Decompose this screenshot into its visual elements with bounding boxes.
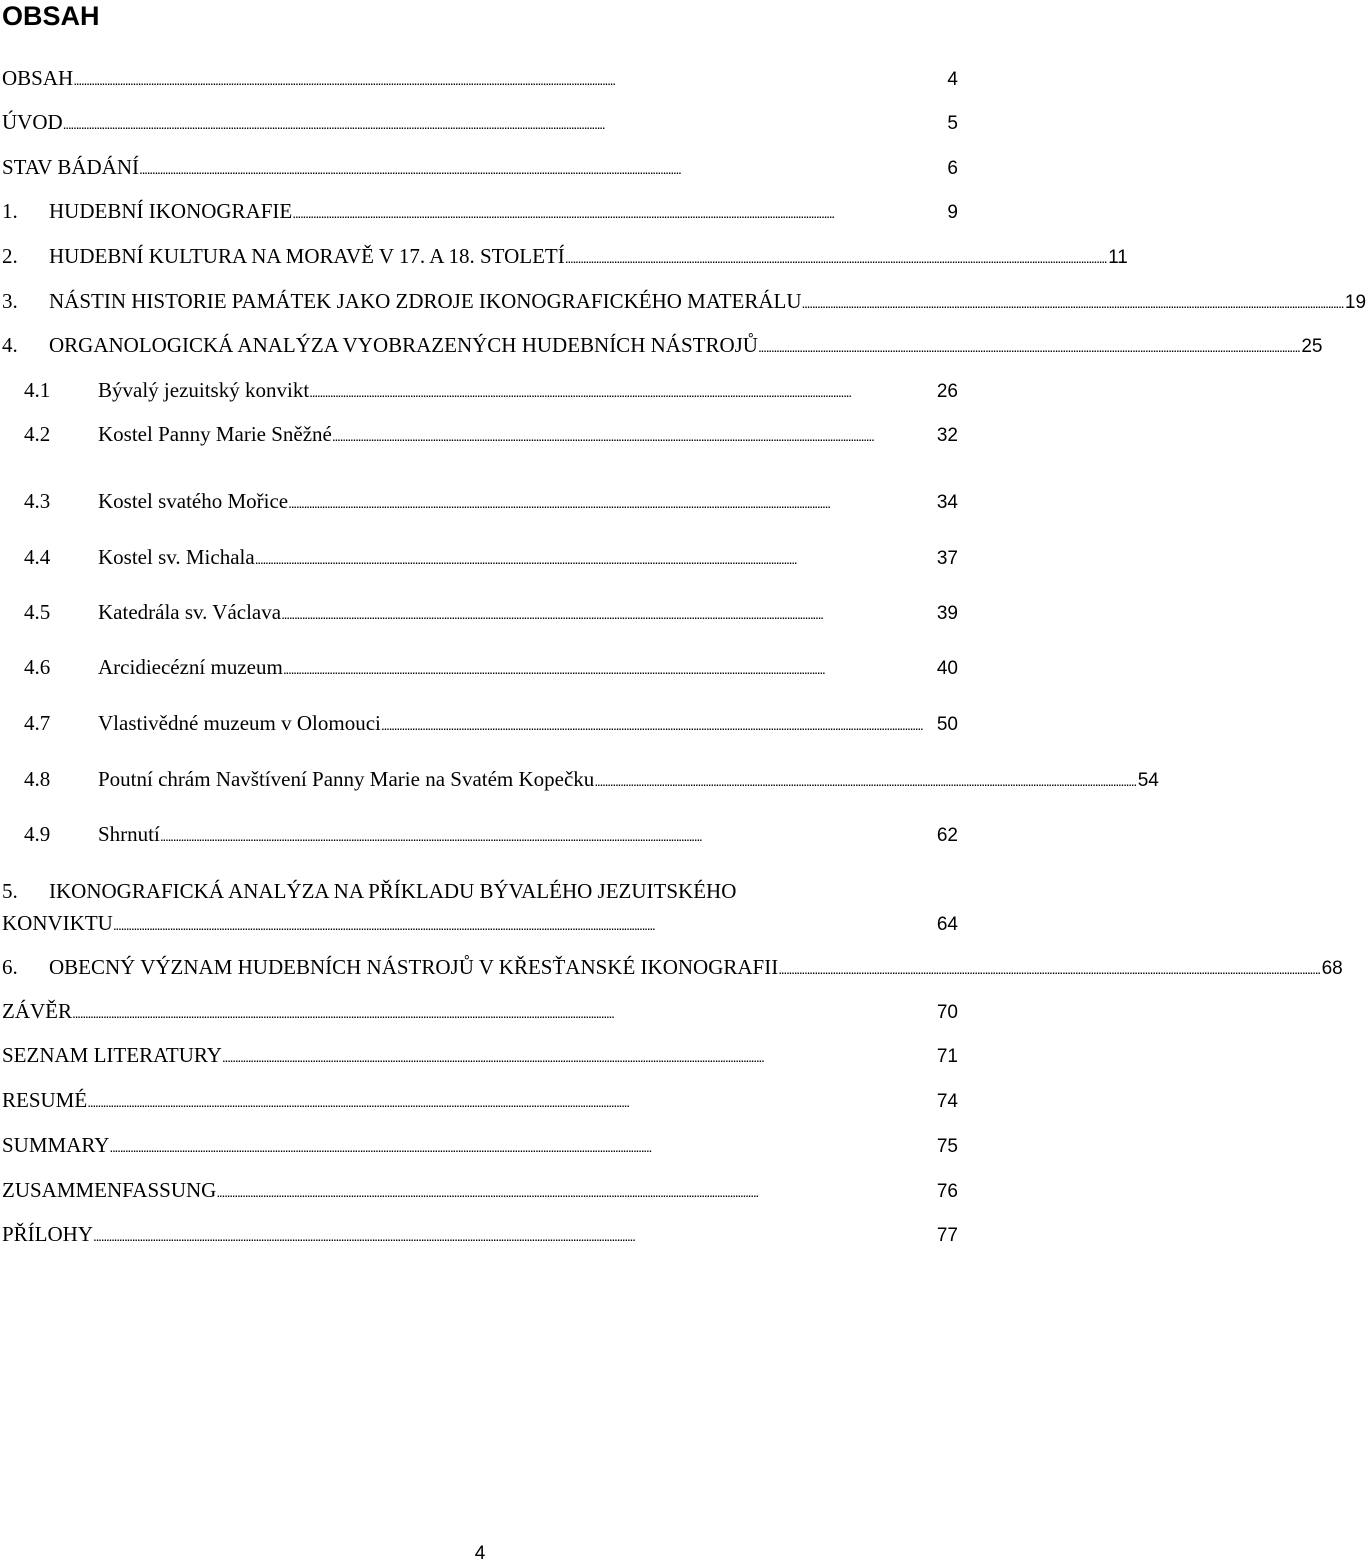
toc-leader-dots	[139, 153, 944, 183]
toc-leader-dots	[758, 331, 1298, 361]
toc-page-number: 11	[1108, 247, 1128, 268]
toc-entry-number: 4.4	[24, 545, 51, 569]
toc-entry-title: SEZNAM LITERATURY	[2, 1043, 222, 1067]
toc-subentry[interactable]	[24, 543, 958, 573]
toc-entry[interactable]	[2, 877, 958, 939]
toc-page-number: 70	[936, 1002, 958, 1023]
toc-entry-number: 4.8	[24, 767, 51, 791]
toc-entry[interactable]	[2, 197, 958, 227]
toc-leader-dots	[778, 953, 1318, 983]
toc-entry-number: 4.3	[24, 489, 51, 513]
toc-entry[interactable]	[2, 1041, 958, 1071]
toc-page-number: 25	[1301, 336, 1323, 357]
toc-entry[interactable]	[2, 1086, 958, 1116]
toc-entry-title: NÁSTIN HISTORIE PAMÁTEK JAKO ZDROJE IKONOGRAFICKÉHO MATERÁLU	[49, 289, 802, 313]
toc-entry-number: 4.9	[24, 822, 51, 846]
page-title: OBSAH	[2, 1, 100, 31]
toc-leader-dots	[160, 820, 934, 850]
toc-leader-dots	[288, 487, 934, 517]
toc-entry-title: OBECNÝ VÝZNAM HUDEBNÍCH NÁSTROJŮ V KŘESŤANSKÉ IKONOGRAFII	[49, 955, 779, 979]
toc-leader-dots	[222, 1041, 934, 1071]
toc-page-number: 5	[947, 113, 958, 134]
toc-entry[interactable]	[2, 287, 1366, 317]
toc-entry[interactable]	[2, 331, 1323, 361]
toc-leader-dots	[63, 108, 945, 138]
toc-entry-number: 4.	[2, 333, 18, 357]
toc-leader-dots	[93, 1220, 934, 1250]
toc-entry-title: RESUMÉ	[2, 1088, 88, 1112]
toc-subentry[interactable]	[24, 765, 1159, 795]
toc-page-number: 62	[936, 825, 958, 846]
toc-leader-dots	[381, 709, 934, 739]
toc-page-number: 75	[936, 1136, 958, 1157]
toc-entry-number: 3.	[2, 289, 18, 313]
toc-subentry[interactable]	[24, 598, 958, 628]
toc-page-number: 6	[947, 158, 958, 179]
toc-entry-title-continued: KONVIKTU	[2, 911, 113, 935]
toc-entry-number: 6.	[2, 955, 18, 979]
toc-entry[interactable]	[2, 953, 1343, 983]
toc-entry-title: Shrnutí	[98, 822, 160, 846]
toc-entry-title: OBSAH	[2, 66, 74, 90]
toc-page-number: 34	[936, 492, 958, 513]
toc-page-number: 9	[947, 202, 958, 223]
toc-leader-dots	[109, 1131, 933, 1161]
toc-entry-number: 4.2	[24, 422, 51, 446]
toc-leader-dots	[594, 765, 1134, 795]
toc-page-number: 39	[936, 603, 958, 624]
toc-entry-number: 4.1	[24, 378, 51, 402]
toc-leader-dots	[281, 598, 934, 628]
toc-entry-title: Arcidiecézní muzeum	[98, 655, 283, 679]
toc-entry-title: HUDEBNÍ IKONOGRAFIE	[49, 199, 293, 223]
toc-leader-dots	[283, 653, 934, 683]
toc-leader-dots	[802, 287, 1342, 317]
toc-entry-title: Katedrála sv. Václava	[98, 600, 282, 624]
toc-entry-title: Kostel svatého Mořice	[98, 489, 289, 513]
toc-page-number: 26	[936, 381, 958, 402]
toc-leader-dots	[72, 997, 934, 1027]
toc-page-number: 76	[936, 1181, 958, 1202]
page-number: 4	[474, 1543, 486, 1564]
toc-subentry[interactable]	[24, 376, 958, 406]
toc-entry-title: PŘÍLOHY	[2, 1222, 94, 1246]
toc-entry-title: STAV BÁDÁNÍ	[2, 155, 139, 179]
toc-subentry[interactable]	[24, 420, 958, 450]
toc-entry-title: ÚVOD	[2, 110, 63, 134]
toc-entry-title: Kostel Panny Marie Sněžné	[98, 422, 332, 446]
toc-entry[interactable]	[2, 64, 958, 94]
toc-entry[interactable]	[2, 242, 1128, 272]
toc-entry-title: ORGANOLOGICKÁ ANALÝZA VYOBRAZENÝCH HUDEBNÍCH NÁSTROJŮ	[49, 333, 758, 357]
toc-subentry[interactable]	[24, 820, 958, 850]
toc-page-number: 77	[936, 1225, 958, 1246]
toc-page-number: 19	[1344, 292, 1366, 313]
toc-leader-dots	[565, 242, 1105, 272]
toc-entry-number: 1.	[2, 199, 18, 223]
toc-entry[interactable]	[2, 108, 958, 138]
toc-leader-dots	[309, 376, 934, 406]
toc-entry-title: ZÁVĚR	[2, 999, 72, 1023]
toc-entry-title: Poutní chrám Navštívení Panny Marie na Svatém Kopečku	[98, 767, 595, 791]
toc-entry-number: 5.	[2, 879, 18, 903]
toc-page-number: 68	[1321, 958, 1343, 979]
toc-entry[interactable]	[2, 153, 958, 183]
toc-leader-dots	[113, 909, 934, 939]
toc-entry-title: IKONOGRAFICKÁ ANALÝZA NA PŘÍKLADU BÝVALÉHO JEZUITSKÉHO	[49, 879, 737, 903]
toc-entry-number: 4.6	[24, 655, 51, 679]
toc-entry-number: 4.5	[24, 600, 51, 624]
toc-entry[interactable]	[2, 1220, 958, 1250]
toc-page-number: 50	[936, 714, 958, 735]
toc-entry-number: 4.7	[24, 711, 51, 735]
toc-subentry[interactable]	[24, 709, 958, 739]
toc-entry-number: 2.	[2, 244, 18, 268]
toc-entry-title: SUMMARY	[2, 1133, 110, 1157]
toc-entry[interactable]	[2, 1176, 958, 1206]
toc-entry-title: Bývalý jezuitský konvikt	[98, 378, 310, 402]
toc-page-number: 64	[936, 914, 958, 935]
toc-subentry[interactable]	[24, 487, 958, 517]
toc-leader-dots	[292, 197, 944, 227]
toc-leader-dots	[87, 1086, 934, 1116]
toc-page-number: 37	[936, 548, 958, 569]
toc-page-number: 54	[1137, 770, 1159, 791]
toc-page-number: 71	[936, 1046, 958, 1067]
toc-entry-title: HUDEBNÍ KULTURA NA MORAVĚ V 17. A 18. STOLETÍ	[49, 244, 565, 268]
toc-leader-dots	[332, 420, 934, 450]
toc-page-number: 32	[936, 425, 958, 446]
toc-leader-dots	[255, 543, 934, 573]
toc-entry-title: Vlastivědné muzeum v Olomouci	[98, 711, 381, 735]
toc-page-number: 74	[936, 1091, 958, 1112]
toc-leader-dots	[216, 1176, 934, 1206]
toc-page-number: 40	[936, 658, 958, 679]
toc-leader-dots	[73, 64, 944, 94]
toc-entry[interactable]	[2, 1131, 958, 1161]
toc-page-number: 4	[947, 69, 958, 90]
toc-subentry[interactable]	[24, 653, 958, 683]
toc-entry-title: Kostel sv. Michala	[98, 545, 255, 569]
toc-entry-title: ZUSAMMENFASSUNG	[2, 1178, 217, 1202]
toc-entry[interactable]	[2, 997, 958, 1027]
